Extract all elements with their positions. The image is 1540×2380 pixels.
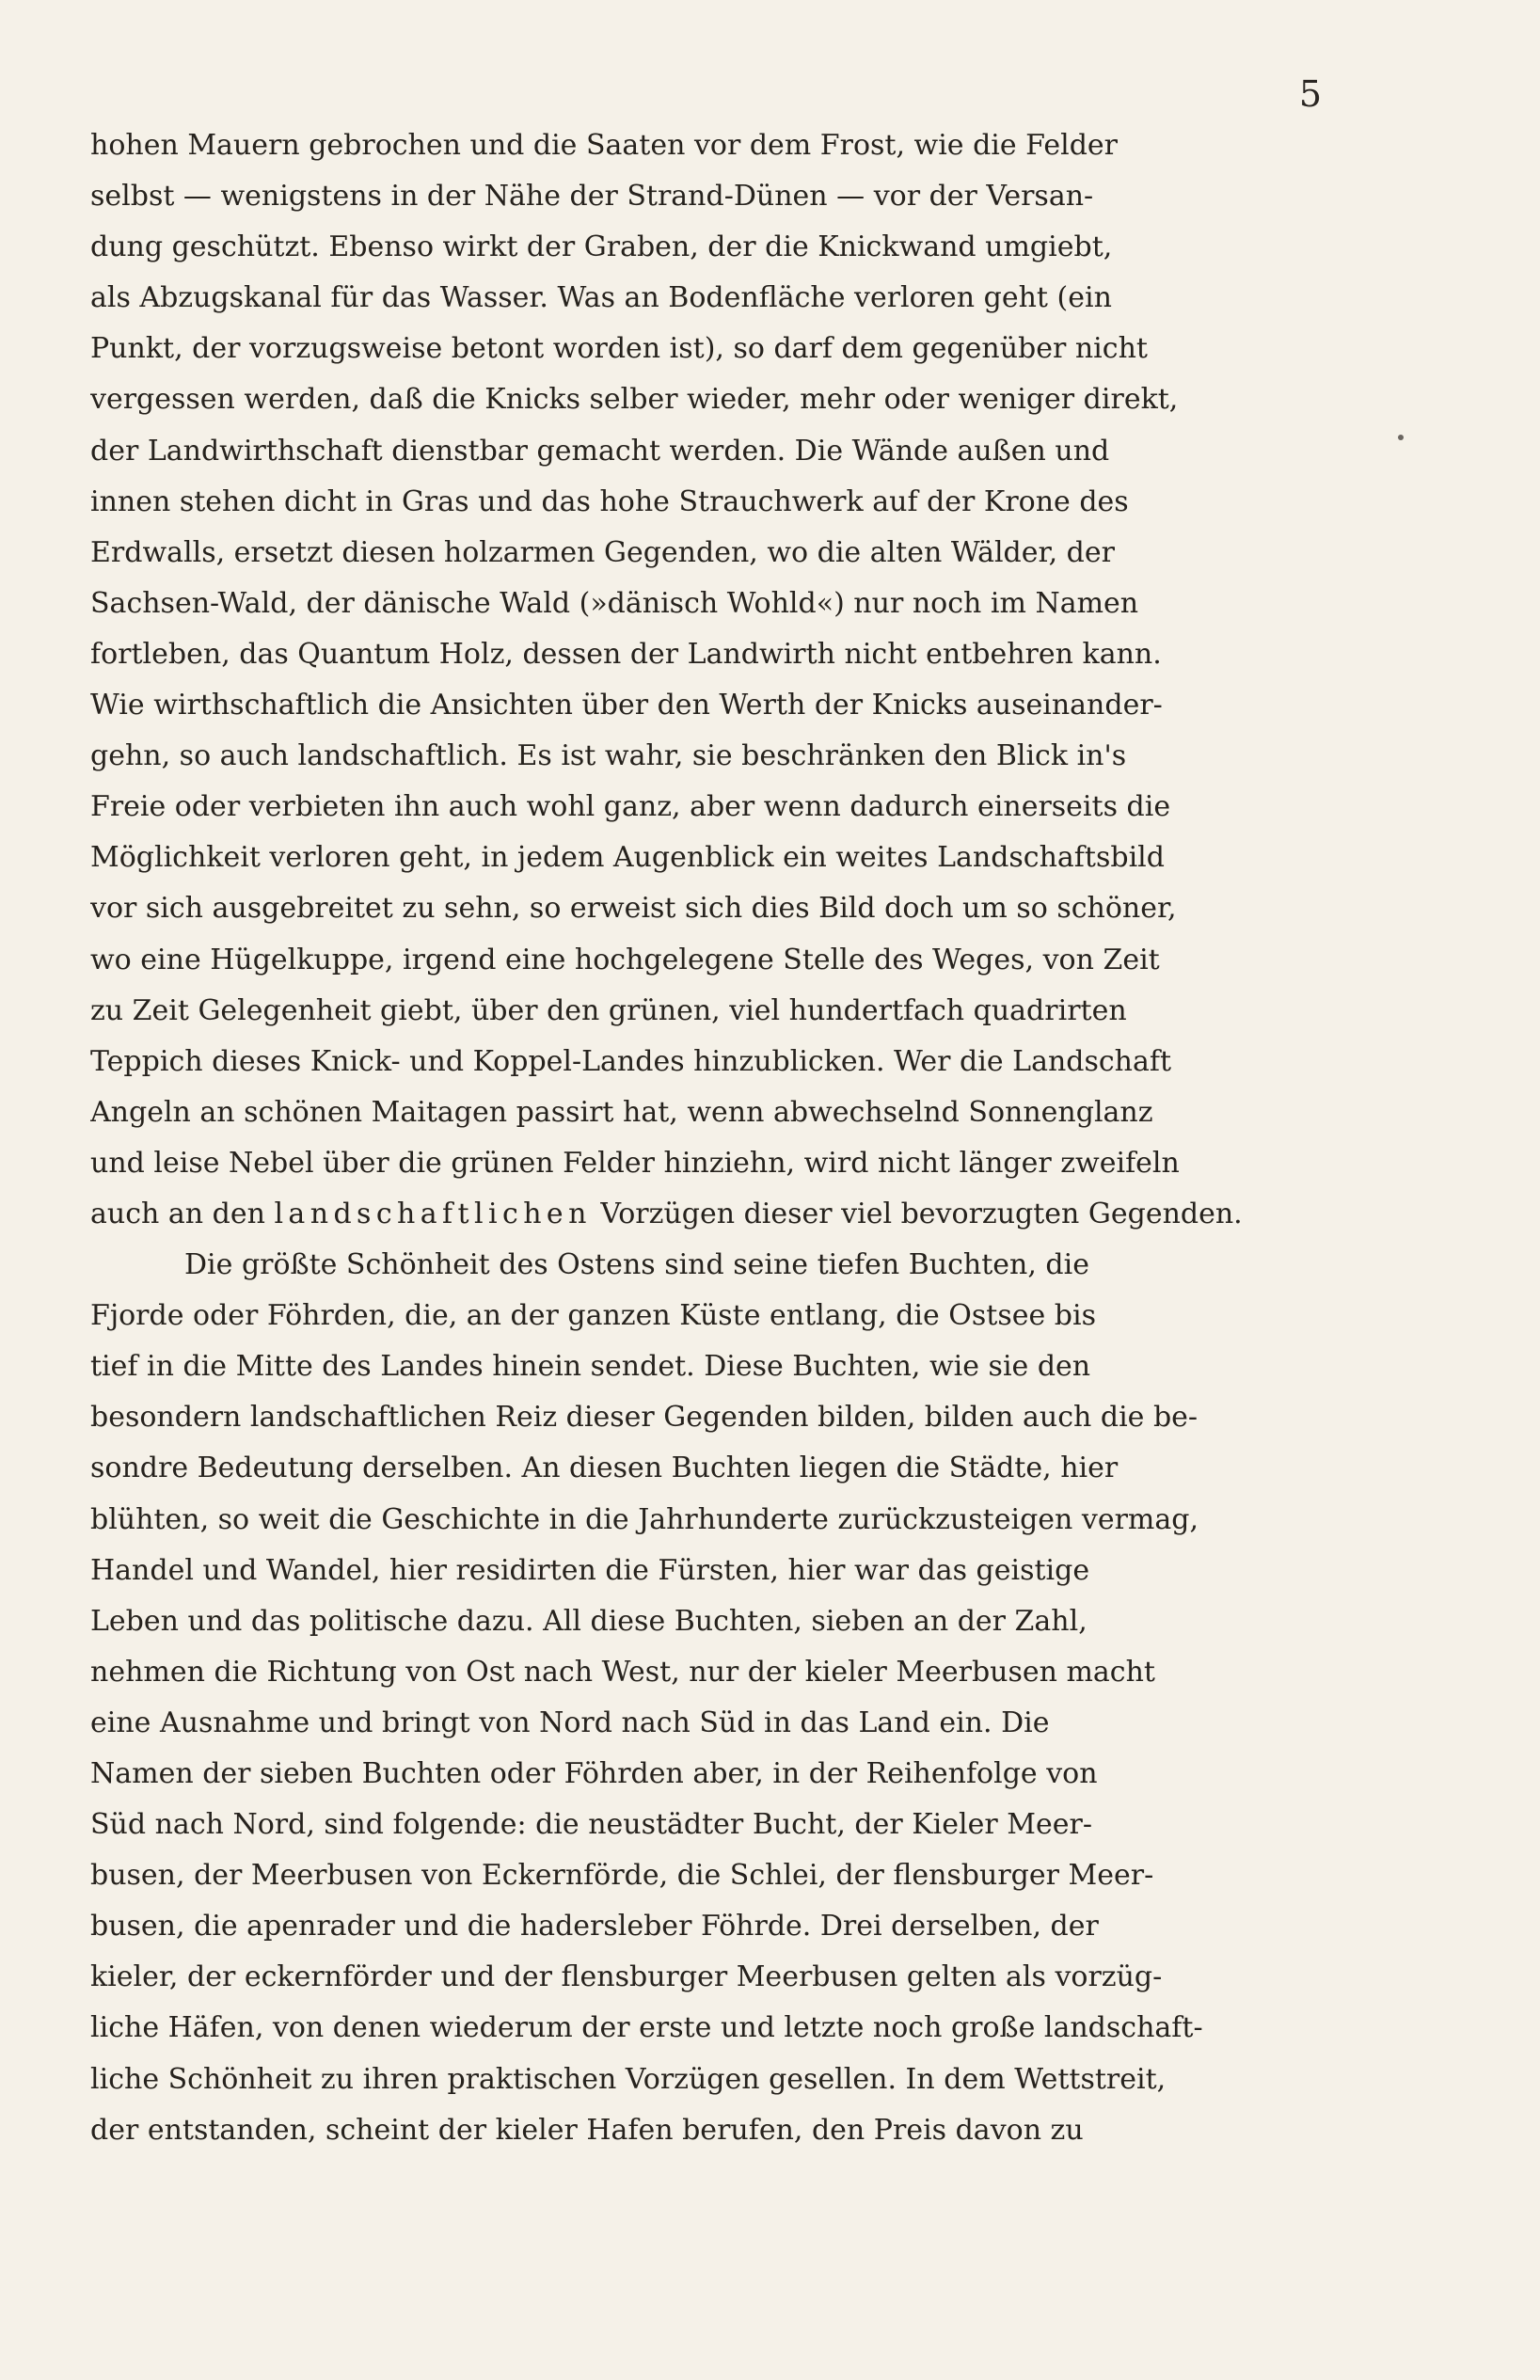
text-line: busen, der Meerbusen von Eckernförde, die Schlei, der flensburger Meer- [90, 1859, 1154, 1893]
text-line: der entstanden, scheint der kieler Hafen berufen, den Preis davon zu [90, 2113, 1084, 2147]
text-line: liche Schönheit zu ihren praktischen Vorzügen gesellen. In dem Wettstreit, [90, 2062, 1167, 2096]
text-line: nehmen die Richtung von Ost nach West, nur der kieler Meerbusen macht [90, 1655, 1155, 1689]
text-line: eine Ausnahme und bringt von Nord nach Süd in das Land ein. Die [90, 1706, 1050, 1739]
text-fragment: Vorzügen dieser viel bevorzugten Gegenden. [591, 1197, 1243, 1230]
text-line: Leben und das politische dazu. All diese Buchten, sieben an der Zahl, [90, 1604, 1088, 1638]
text-line: vor sich ausgebreitet zu sehn, so erweist sich dies Bild doch um so schöner, [90, 892, 1177, 926]
text-line: liche Häfen, von denen wiederum der erste und letzte noch große landschaft- [90, 2011, 1203, 2045]
text-line: Süd nach Nord, sind folgende: die neustädter Bucht, der Kieler Meer- [90, 1808, 1092, 1842]
text-line: fortleben, das Quantum Holz, dessen der Landwirth nicht entbehren kann. [90, 637, 1162, 671]
text-line: vergessen werden, daß die Knicks selber wieder, mehr oder weniger direkt, [90, 383, 1179, 417]
text-line: Punkt, der vorzugsweise betont worden ist), so darf dem gegenüber nicht [90, 332, 1148, 366]
text-line: zu Zeit Gelegenheit giebt, über den grünen, viel hundertfach quadrirten [90, 993, 1127, 1027]
text-fragment: auch an den [90, 1197, 275, 1230]
text-line: wo eine Hügelkuppe, irgend eine hochgelegene Stelle des Weges, von Zeit [90, 943, 1160, 976]
text-line: der Landwirthschaft dienstbar gemacht werden. Die Wände außen und [90, 434, 1110, 468]
text-line: Angeln an schönen Maitagen passirt hat, wenn abwechselnd Sonnenglanz [90, 1095, 1153, 1129]
text-line: busen, die apenrader und die hadersleber Föhrde. Drei derselben, der [90, 1910, 1099, 1944]
text-line: Freie oder verbieten ihn auch wohl ganz, aber wenn dadurch einerseits die [90, 790, 1171, 824]
text-line: selbst — wenigstens in der Nähe der Strand-Dünen — vor der Versan- [90, 180, 1094, 214]
text-line: Teppich dieses Knick- und Koppel-Landes hinzublicken. Wer die Landschaft [90, 1044, 1172, 1078]
text-line: Möglichkeit verloren geht, in jedem Augenblick ein weites Landschaftsbild [90, 841, 1165, 875]
text-line: kieler, der eckernförder und der flensburger Meerbusen gelten als vorzüg- [90, 1960, 1163, 1994]
text-line: und leise Nebel über die grünen Felder hinziehn, wird nicht länger zweifeln [90, 1146, 1180, 1180]
text-line: dung geschützt. Ebenso wirkt der Graben, der die Knickwand umgiebt, [90, 230, 1113, 264]
spaced-emphasis: landschaftlichen [274, 1197, 592, 1230]
text-line: Namen der sieben Buchten oder Föhrden aber, in der Reihenfolge von [90, 1757, 1098, 1790]
margin-mark [1398, 435, 1404, 440]
text-line: Fjorde oder Föhrden, die, an der ganzen Küste entlang, die Ostsee bis [90, 1299, 1096, 1333]
text-line: besondern landschaftlichen Reiz dieser Gegenden bilden, bilden auch die be- [90, 1401, 1199, 1435]
page-number: 5 [1298, 73, 1322, 115]
text-line: hohen Mauern gebrochen und die Saaten vor dem Frost, wie die Felder [90, 129, 1118, 162]
text-line: Sachsen-Wald, der dänische Wald (»dänisch Wohld«) nur noch im Namen [90, 586, 1139, 620]
text-line: tief in die Mitte des Landes hinein sendet. Diese Buchten, wie sie den [90, 1350, 1091, 1384]
text-line: gehn, so auch landschaftlich. Es ist wahr, sie beschränken den Blick in's [90, 739, 1127, 773]
body-text [90, 120, 1323, 2156]
text-line: Erdwalls, ersetzt diesen holzarmen Gegenden, wo die alten Wälder, der [90, 535, 1115, 569]
text-line: Handel und Wandel, hier residirten die Fürsten, hier war das geistige [90, 1553, 1090, 1587]
text-line-with-emphasis [90, 1189, 1323, 1240]
text-line: sondre Bedeutung derselben. An diesen Buchten liegen die Städte, hier [90, 1452, 1119, 1485]
text-line: Wie wirthschaftlich die Ansichten über den Werth der Knicks auseinander- [90, 689, 1163, 722]
text-line: innen stehen dicht in Gras und das hohe Strauchwerk auf der Krone des [90, 484, 1129, 518]
text-line: blühten, so weit die Geschichte in die Jahrhunderte zurückzusteigen vermag, [90, 1502, 1199, 1536]
text-line: als Abzugskanal für das Wasser. Was an Bodenfläche verloren geht (ein [90, 281, 1112, 315]
paragraph-start-line: Die größte Schönheit des Ostens sind seine tiefen Buchten, die [184, 1248, 1089, 1282]
